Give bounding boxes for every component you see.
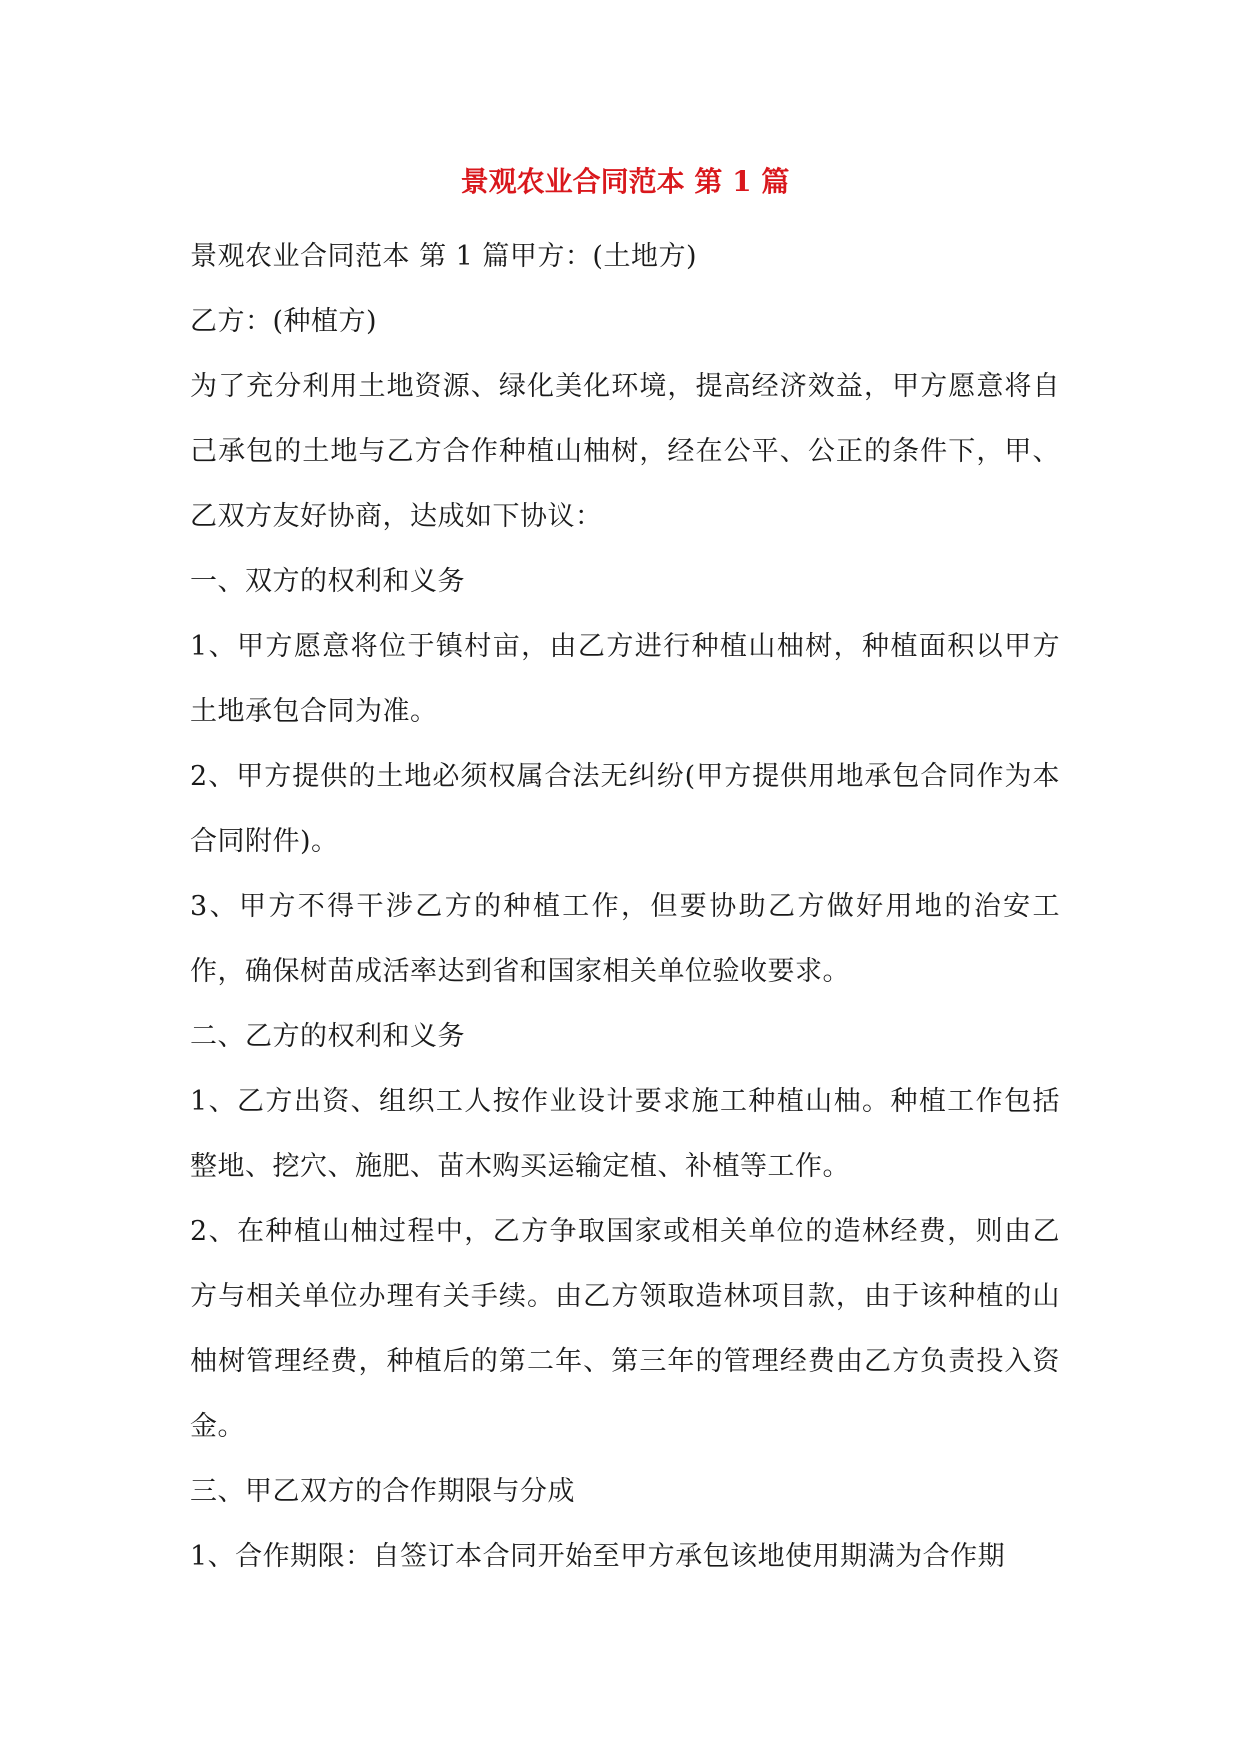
clause-2-1: 1、乙方出资、组织工人按作业设计要求施工种植山柚。种植工作包括整地、挖穴、施肥、苗木购买运输定植、补植等工作。 — [190, 1086, 1060, 1182]
section-heading-1: 一、双方的权利和义务 — [190, 566, 465, 597]
document-page — [190, 160, 1060, 1589]
paragraph-parties-a: 景观农业合同范本 第 1 篇甲方：(土地方) — [190, 241, 697, 272]
clause-1-3: 3、甲方不得干涉乙方的种植工作，但要协助乙方做好用地的治安工作，确保树苗成活率达到省和国家相关单位验收要求。 — [190, 891, 1060, 987]
section-heading-3: 三、甲乙双方的合作期限与分成 — [190, 1476, 575, 1507]
clause-1-1: 1、甲方愿意将位于镇村亩，由乙方进行种植山柚树，种植面积以甲方土地承包合同为准。 — [190, 631, 1060, 727]
clause-3-1: 1、合作期限：自签订本合同开始至甲方承包该地使用期满为合作期 — [190, 1541, 1006, 1572]
paragraph-parties-b: 乙方：(种植方) — [190, 306, 378, 337]
section-heading-2: 二、乙方的权利和义务 — [190, 1021, 465, 1052]
clause-2-2: 2、在种植山柚过程中，乙方争取国家或相关单位的造林经费，则由乙方与相关单位办理有关手续。由乙方领取造林项目款，由于该种植的山柚树管理经费，种植后的第二年、第三年的管理经费由乙方负责投入资金。 — [190, 1216, 1060, 1442]
clause-1-2: 2、甲方提供的土地必须权属合法无纠纷(甲方提供用地承包合同作为本合同附件)。 — [190, 761, 1060, 857]
paragraph-preamble: 为了充分利用土地资源、绿化美化环境，提高经济效益，甲方愿意将自己承包的土地与乙方合作种植山柚树，经在公平、公正的条件下，甲、乙双方友好协商，达成如下协议： — [190, 371, 1060, 532]
document-title: 景观农业合同范本 第 1 篇 — [460, 165, 790, 198]
